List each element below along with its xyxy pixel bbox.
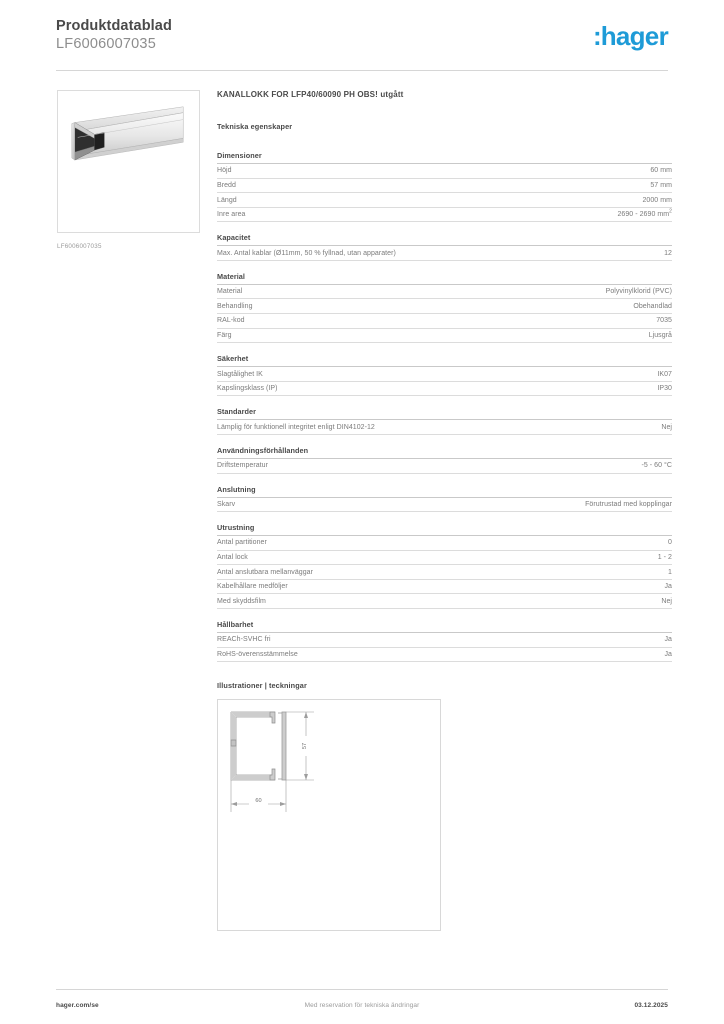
spec-row <box>217 285 672 300</box>
technical-properties-heading: Tekniska egenskaper <box>217 122 293 131</box>
spec-group-title: Standarder <box>217 407 672 420</box>
spec-row-value: 0 <box>668 539 672 547</box>
spec-row <box>217 382 672 397</box>
spec-row-value: 1 <box>668 568 672 576</box>
spec-row-label: REACh-SVHC fri <box>217 636 271 644</box>
spec-row <box>217 164 672 179</box>
spec-row-label: Antal lock <box>217 554 248 562</box>
spec-row-value: Polyvinylklorid (PVC) <box>605 288 672 296</box>
spec-row-value: Ja <box>664 636 672 644</box>
drawing-height-dimension-label: 57 <box>302 743 308 750</box>
page-footer <box>56 998 668 1012</box>
specifications-content <box>217 90 672 931</box>
spec-row-value-text: 2690 - 2690 mm <box>617 211 670 219</box>
spec-row-label: Antal partitioner <box>217 539 267 547</box>
spec-row-label: Kapslingsklass (IP) <box>217 385 278 393</box>
logo-colon-icon: : <box>593 21 601 51</box>
page-subtitle-article-number: LF6006007035 <box>56 36 156 52</box>
spec-row-label: Med skyddsfilm <box>217 597 266 605</box>
spec-group-title: Hållbarhet <box>217 620 672 633</box>
footer-disclaimer: Med reservation för tekniska ändringar <box>304 1001 420 1009</box>
spec-row <box>217 565 672 580</box>
product-photo <box>57 90 200 233</box>
spec-row-label: Färg <box>217 332 232 340</box>
product-name: KANALLOKK FOR LFP40/60090 PH OBS! utgått <box>217 90 404 99</box>
spec-row <box>217 498 672 513</box>
spec-row-value: 60 mm <box>650 167 672 175</box>
footer-date: 03.12.2025 <box>634 1001 668 1009</box>
spec-row-value: 12 <box>664 249 672 257</box>
technical-drawing-box <box>217 699 441 931</box>
cable-trunking-illustration-icon <box>58 91 199 232</box>
spec-row-label: Antal anslutbara mellanväggar <box>217 568 314 576</box>
spec-row-label: RoHS-överensstämmelse <box>217 650 298 658</box>
spec-row <box>217 420 672 435</box>
spec-row-value: 1 - 2 <box>657 554 672 562</box>
spec-row-label: RAL-kod <box>217 317 245 325</box>
spec-row-label: Höjd <box>217 167 232 175</box>
spec-row-value: Ja <box>664 583 672 591</box>
logo-text: hager <box>600 21 668 51</box>
spec-row <box>217 633 672 648</box>
spec-row <box>217 594 672 609</box>
spec-group <box>217 272 672 343</box>
spec-row-value-superscript: 2 <box>669 208 672 215</box>
spec-row-value: Förutrustad med kopplingar <box>585 500 672 508</box>
spec-group-title: Utrustning <box>217 523 672 536</box>
page-header <box>56 18 668 66</box>
spec-row-value: Nej <box>661 597 672 605</box>
spec-row-label: Bredd <box>217 181 236 189</box>
spec-groups <box>217 151 672 662</box>
spec-group-title: Säkerhet <box>217 354 672 367</box>
page-title: Produktdatablad <box>56 18 172 34</box>
spec-row-value: 57 mm <box>650 181 672 189</box>
spec-group <box>217 233 672 261</box>
spec-row-label: Kabelhållare medföljer <box>217 583 288 591</box>
spec-row <box>217 648 672 663</box>
spec-group <box>217 485 672 513</box>
drawings-heading: Illustrationer | teckningar <box>217 681 307 691</box>
spec-row <box>217 329 672 344</box>
spec-row <box>217 580 672 595</box>
spec-group-title: Dimensioner <box>217 151 672 164</box>
spec-group <box>217 446 672 474</box>
spec-row-value: Obehandlad <box>633 302 672 310</box>
spec-row <box>217 536 672 551</box>
spec-group-title: Anslutning <box>217 485 672 498</box>
spec-row-label: Lämplig för funktionell integritet enligt DIN4102-12 <box>217 423 375 431</box>
hager-logo <box>593 22 668 50</box>
spec-row <box>217 208 672 223</box>
spec-group-title: Kapacitet <box>217 233 672 246</box>
spec-row-value: Nej <box>661 423 672 431</box>
spec-row-label: Längd <box>217 196 237 204</box>
spec-group-title: Material <box>217 272 672 285</box>
spec-row <box>217 179 672 194</box>
spec-row-value: IK07 <box>657 370 672 378</box>
spec-row-label: Max. Antal kablar (Ø11mm, 50 % fyllnad, utan apparater) <box>217 249 396 257</box>
spec-row-value: 7035 <box>656 317 672 325</box>
spec-row-value: -5 - 60 °C <box>641 462 672 470</box>
spec-row-label: Driftstemperatur <box>217 462 268 470</box>
footer-website-link[interactable]: hager.com/se <box>56 1001 99 1009</box>
spec-row <box>217 314 672 329</box>
spec-group <box>217 354 672 396</box>
spec-row-value: Ja <box>664 650 672 658</box>
spec-row <box>217 459 672 474</box>
spec-group <box>217 620 672 662</box>
spec-row <box>217 367 672 382</box>
spec-row-label: Inre area <box>217 211 246 219</box>
spec-row-label: Skarv <box>217 500 236 508</box>
spec-row <box>217 193 672 208</box>
spec-group <box>217 407 672 435</box>
spec-row-value: 2000 mm <box>642 196 672 204</box>
spec-row-value: IP30 <box>657 385 672 393</box>
spec-row-label: Slagtålighet IK <box>217 370 263 378</box>
spec-row <box>217 246 672 261</box>
spec-group <box>217 151 672 222</box>
footer-divider <box>56 989 668 990</box>
spec-row-label: Behandling <box>217 302 253 310</box>
drawing-width-dimension-label: 60 <box>255 798 262 805</box>
product-photo-caption: LF6006007035 <box>57 243 102 250</box>
spec-row-value <box>617 208 672 219</box>
spec-row-label: Material <box>217 288 243 296</box>
header-divider <box>56 70 668 71</box>
spec-group-title: Användningsförhållanden <box>217 446 672 459</box>
spec-row-value: Ljusgrå <box>648 332 672 340</box>
spec-row <box>217 551 672 566</box>
cross-section-drawing <box>218 700 440 930</box>
spec-row <box>217 299 672 314</box>
spec-group <box>217 523 672 609</box>
